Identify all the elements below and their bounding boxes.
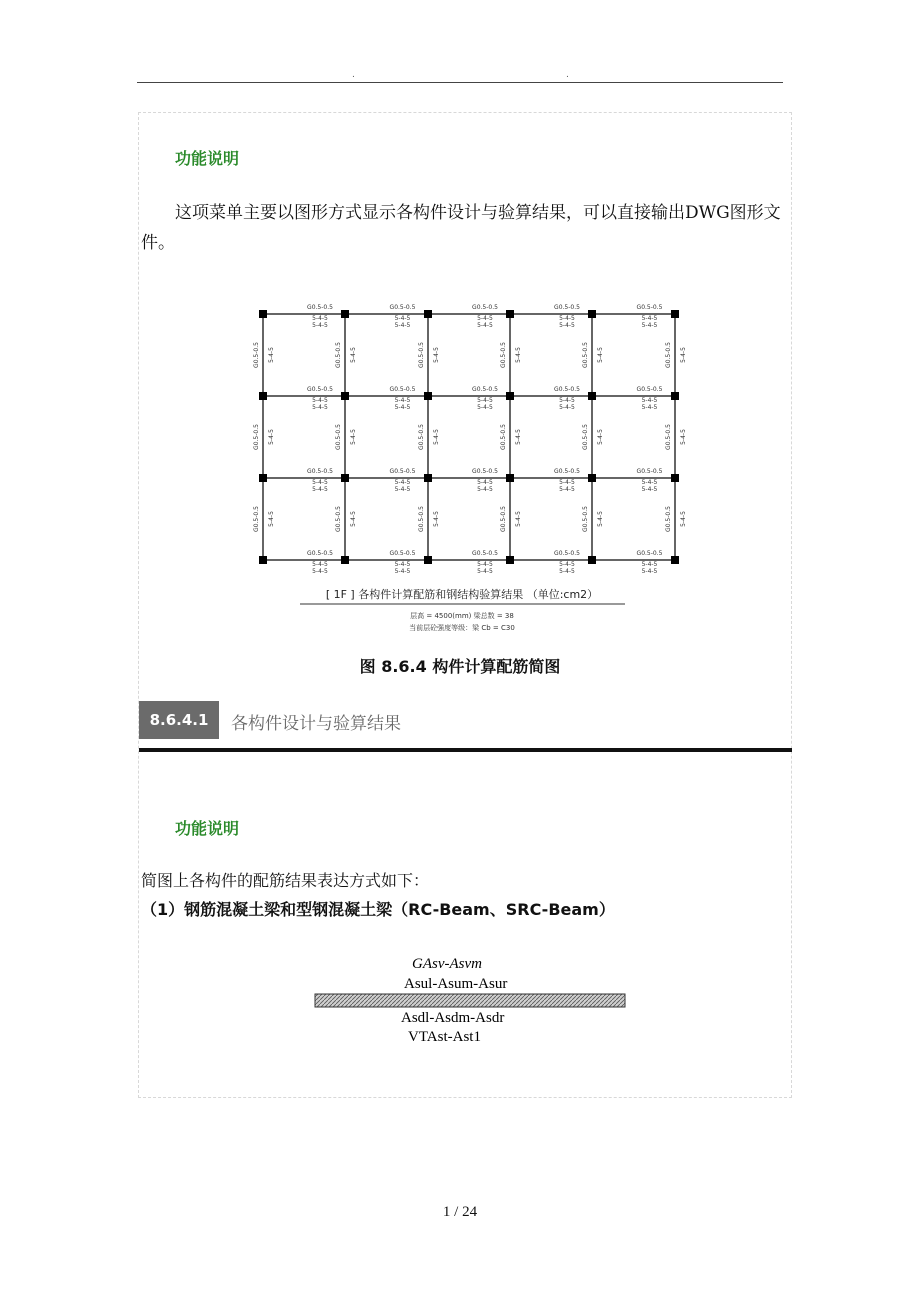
beam-label-bot: 5-4-5 <box>394 486 411 493</box>
column-node <box>588 474 596 482</box>
header-rule <box>137 82 783 83</box>
column-label-b: 5-4-5 <box>515 347 522 363</box>
beam-label-mid: 5-4-5 <box>312 397 328 404</box>
column-label-b: 5-4-5 <box>268 429 275 445</box>
column-label-b: 5-4-5 <box>433 429 440 445</box>
column-label-b: 5-4-5 <box>268 347 275 363</box>
beam-label-mid: 5-4-5 <box>477 397 493 404</box>
column-label-b: 5-4-5 <box>515 511 522 527</box>
beam-label-mid: 5-4-5 <box>559 561 575 568</box>
plan-title: [ 1F ] 各构件计算配筋和钢结构验算结果 （单位:cm2） <box>325 588 599 601</box>
column-label-b: 5-4-5 <box>350 347 357 363</box>
beam-label-bot: 5-4-5 <box>559 404 575 411</box>
column-label-b: 5-4-5 <box>597 511 604 527</box>
column-label-b: 5-4-5 <box>268 511 275 527</box>
beam-label-top: G0.5-0.5 <box>472 468 498 475</box>
plan-subtitle-2: 当前层砼强度等级：梁 Cb = C30 <box>409 624 515 632</box>
beam-label-bot: 5-4-5 <box>394 568 411 575</box>
column-label-a: G0.5-0.5 <box>335 424 342 450</box>
beam-label-mid: 5-4-5 <box>641 315 658 322</box>
beam-label-mid: 5-4-5 <box>477 479 493 486</box>
beam-label-mid: 5-4-5 <box>559 315 575 322</box>
beam-label-bot: 5-4-5 <box>394 322 411 329</box>
column-node <box>588 556 596 564</box>
beam-label-top: G0.5-0.5 <box>389 468 416 475</box>
beam-label-top: G0.5-0.5 <box>636 304 663 311</box>
beam-label-mid: 5-4-5 <box>477 561 493 568</box>
plan-svg <box>240 292 685 637</box>
column-node <box>506 310 514 318</box>
plan-subtitle-1: 层高 = 4500(mm) 梁总数 = 38 <box>410 612 514 620</box>
column-label-a: G0.5-0.5 <box>665 424 672 450</box>
function-paragraph: 这项菜单主要以图形方式显示各构件设计与验算结果，可以直接输出DWG图形文件。 <box>141 203 781 253</box>
column-label-a: G0.5-0.5 <box>665 506 672 532</box>
beam-label-mid: 5-4-5 <box>394 479 411 486</box>
header-dot-right: . <box>566 70 569 80</box>
section-title: 各构件设计与验算结果 <box>231 714 401 734</box>
beam-label-top: G0.5-0.5 <box>307 468 333 475</box>
beam-label-top: G0.5-0.5 <box>472 550 498 557</box>
column-label-b: 5-4-5 <box>350 511 357 527</box>
section-number: 8.6.4.1 <box>139 701 219 739</box>
beam-notation-diagram <box>300 948 640 1048</box>
beam-label-bot: 5-4-5 <box>312 404 328 411</box>
beam-label-mid: 5-4-5 <box>312 561 328 568</box>
column-node <box>424 392 432 400</box>
column-label-a: G0.5-0.5 <box>335 506 342 532</box>
column-label-b: 5-4-5 <box>680 511 687 527</box>
column-label-b: 5-4-5 <box>680 347 687 363</box>
column-node <box>341 392 349 400</box>
column-node <box>341 310 349 318</box>
column-label-b: 5-4-5 <box>680 429 687 445</box>
column-label-a: G0.5-0.5 <box>500 342 507 368</box>
column-label-b: 5-4-5 <box>350 429 357 445</box>
column-label-a: G0.5-0.5 <box>500 424 507 450</box>
beam-label-mid: 5-4-5 <box>394 315 411 322</box>
intro-text: 简图上各构件的配筋结果表达方式如下： <box>141 871 430 890</box>
column-node <box>506 474 514 482</box>
beam-label-top: G0.5-0.5 <box>307 304 333 311</box>
beam-label-bot: 5-4-5 <box>477 322 493 329</box>
beam-label-top: G0.5-0.5 <box>636 468 663 475</box>
column-label-a: G0.5-0.5 <box>582 342 589 368</box>
column-label-a: G0.5-0.5 <box>418 424 425 450</box>
beam-label-mid: 5-4-5 <box>312 315 328 322</box>
beam-label-top: G0.5-0.5 <box>307 386 333 393</box>
beam-label-bot: 5-4-5 <box>477 568 493 575</box>
header-dot-left: . <box>352 70 355 80</box>
column-label-a: G0.5-0.5 <box>582 424 589 450</box>
beam-label-mid: 5-4-5 <box>559 397 575 404</box>
beam-label-top: G0.5-0.5 <box>554 304 580 311</box>
beam-label-top: G0.5-0.5 <box>636 386 663 393</box>
beam-bar <box>315 994 625 1007</box>
column-label-a: G0.5-0.5 <box>582 506 589 532</box>
beam-label-top: G0.5-0.5 <box>389 550 416 557</box>
function-heading: 功能说明 <box>175 149 240 168</box>
beam-label-bot: 5-4-5 <box>641 322 658 329</box>
beam-label-bot: 5-4-5 <box>394 404 411 411</box>
beam-label-bot: 5-4-5 <box>312 486 328 493</box>
column-node <box>671 392 679 400</box>
column-label-b: 5-4-5 <box>515 429 522 445</box>
beam-label-line4: VTAst-Ast1 <box>408 1029 481 1045</box>
beam-label-top: G0.5-0.5 <box>472 386 498 393</box>
beam-label-mid: 5-4-5 <box>394 561 411 568</box>
beam-label-mid: 5-4-5 <box>394 397 411 404</box>
beam-label-bot: 5-4-5 <box>477 486 493 493</box>
column-node <box>424 474 432 482</box>
page-number: 1 / 24 <box>442 1204 478 1220</box>
beam-label-bot: 5-4-5 <box>559 568 575 575</box>
column-node <box>588 392 596 400</box>
column-node <box>424 310 432 318</box>
beam-label-bot: 5-4-5 <box>641 404 658 411</box>
beam-label-bot: 5-4-5 <box>477 404 493 411</box>
beam-label-line2: Asul-Asum-Asur <box>404 976 508 992</box>
column-node <box>259 392 267 400</box>
structural-plan-figure <box>240 292 685 637</box>
column-label-b: 5-4-5 <box>433 511 440 527</box>
beam-label-bot: 5-4-5 <box>312 568 328 575</box>
beam-label-top: G0.5-0.5 <box>472 304 498 311</box>
beam-label-bot: 5-4-5 <box>641 486 658 493</box>
column-label-a: G0.5-0.5 <box>253 342 260 368</box>
column-node <box>341 556 349 564</box>
section-rule <box>139 748 792 752</box>
beam-label-line1: GAsv-Asvm <box>412 956 482 972</box>
beam-label-mid: 5-4-5 <box>641 561 658 568</box>
column-node <box>671 556 679 564</box>
beam-label-top: G0.5-0.5 <box>389 386 416 393</box>
column-label-a: G0.5-0.5 <box>253 506 260 532</box>
beam-label-top: G0.5-0.5 <box>554 550 580 557</box>
column-label-a: G0.5-0.5 <box>418 342 425 368</box>
beam-label-top: G0.5-0.5 <box>389 304 416 311</box>
column-label-a: G0.5-0.5 <box>418 506 425 532</box>
beam-label-bot: 5-4-5 <box>559 322 575 329</box>
beam-label-top: G0.5-0.5 <box>636 550 663 557</box>
column-label-a: G0.5-0.5 <box>335 342 342 368</box>
beam-label-mid: 5-4-5 <box>559 479 575 486</box>
beam-label-mid: 5-4-5 <box>312 479 328 486</box>
beam-label-mid: 5-4-5 <box>641 479 658 486</box>
column-node <box>506 556 514 564</box>
column-node <box>259 310 267 318</box>
beam-label-bot: 5-4-5 <box>641 568 658 575</box>
column-label-b: 5-4-5 <box>597 429 604 445</box>
figure-caption: 图 8.6.4 构件计算配筋简图 <box>359 657 561 676</box>
beam-label-bot: 5-4-5 <box>312 322 328 329</box>
item-1-heading: （1）钢筋混凝土梁和型钢混凝土梁（RC-Beam、SRC-Beam） <box>141 900 615 919</box>
column-label-a: G0.5-0.5 <box>665 342 672 368</box>
column-label-b: 5-4-5 <box>433 347 440 363</box>
beam-label-bot: 5-4-5 <box>559 486 575 493</box>
column-node <box>671 474 679 482</box>
column-label-a: G0.5-0.5 <box>500 506 507 532</box>
beam-label-line3: Asdl-Asdm-Asdr <box>401 1010 505 1026</box>
beam-label-mid: 5-4-5 <box>641 397 658 404</box>
column-node <box>259 556 267 564</box>
beam-label-top: G0.5-0.5 <box>307 550 333 557</box>
column-node <box>341 474 349 482</box>
column-label-b: 5-4-5 <box>597 347 604 363</box>
column-node <box>506 392 514 400</box>
column-node <box>259 474 267 482</box>
function-heading-2: 功能说明 <box>175 819 240 838</box>
beam-label-top: G0.5-0.5 <box>554 386 580 393</box>
column-label-a: G0.5-0.5 <box>253 424 260 450</box>
column-node <box>671 310 679 318</box>
beam-label-mid: 5-4-5 <box>477 315 493 322</box>
column-node <box>588 310 596 318</box>
beam-label-top: G0.5-0.5 <box>554 468 580 475</box>
column-node <box>424 556 432 564</box>
